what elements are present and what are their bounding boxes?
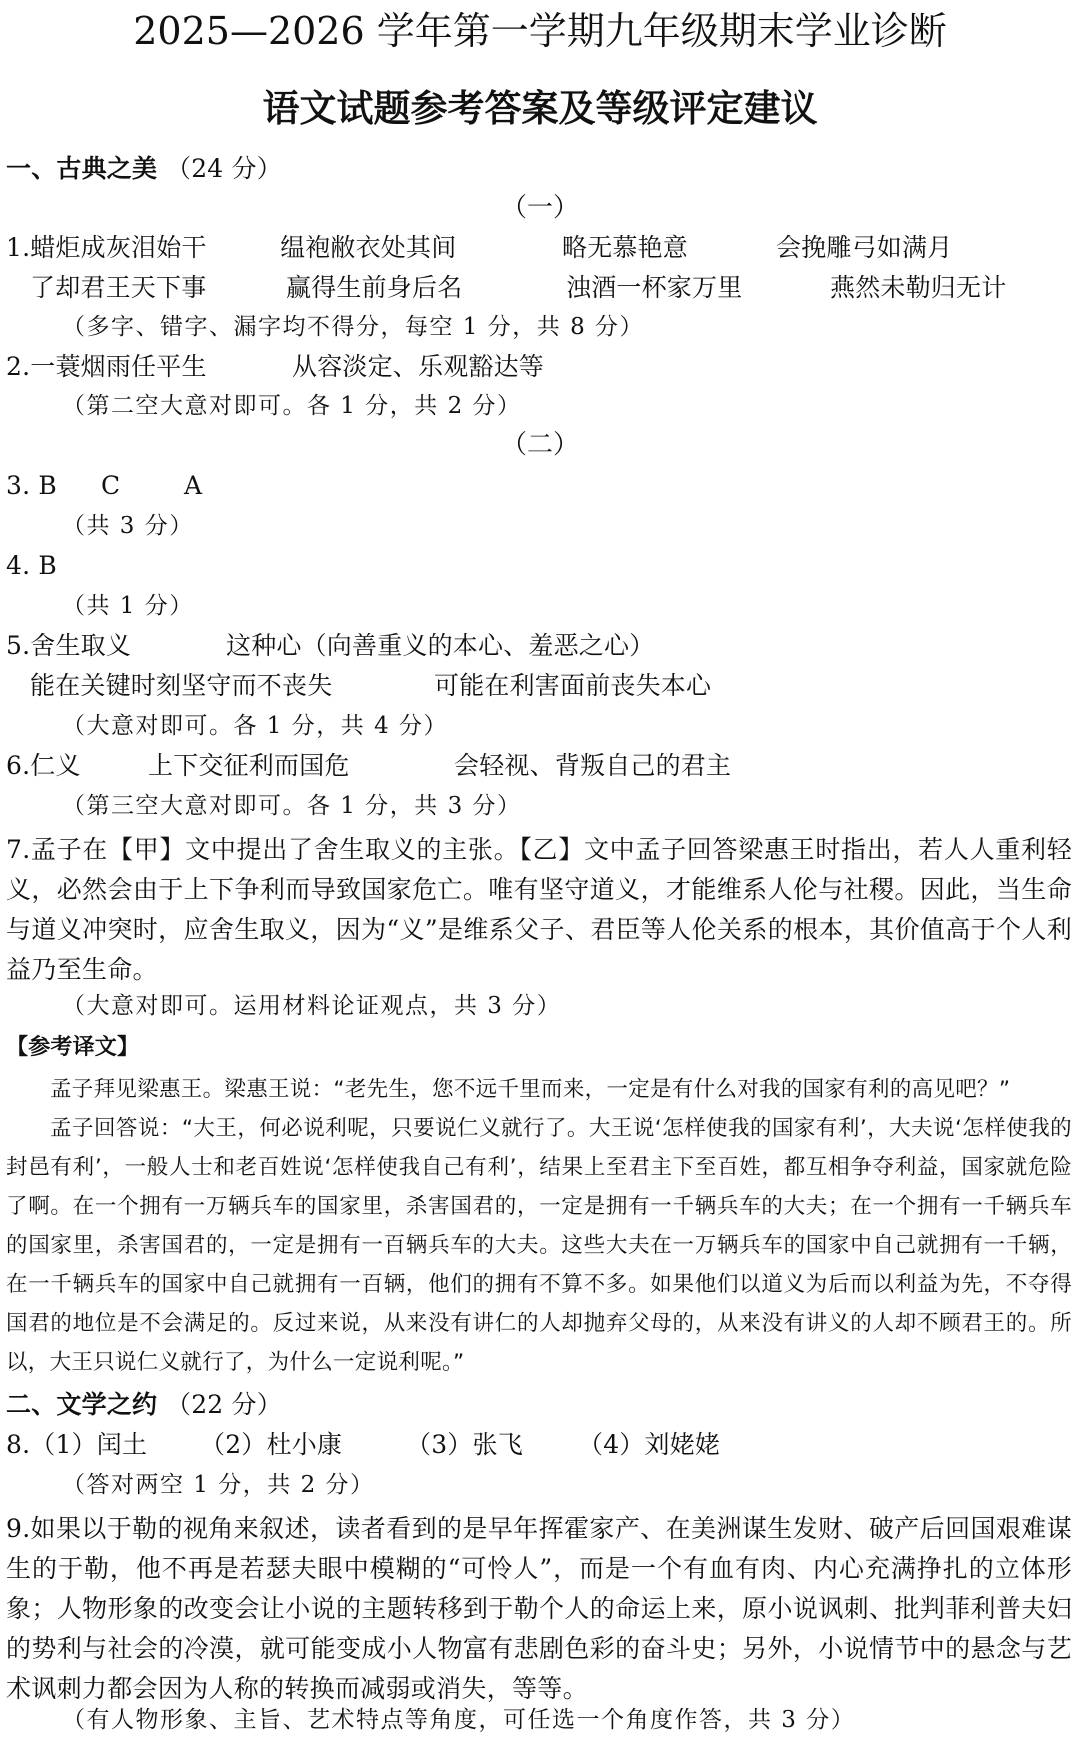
- q8-answer: （4）刘姥姥: [578, 1430, 721, 1459]
- section-2-score: （22 分）: [166, 1390, 282, 1419]
- translation-paragraph-1: 孟子拜见梁惠王。梁惠王说：“老先生，您不远千里而来，一定是有什么对我的国家有利的高见吧？”: [50, 1077, 1011, 1102]
- q9-scoring-note: （有人物形象、主旨、艺术特点等角度，可任选一个角度作答，共 3 分）: [62, 1707, 856, 1733]
- q5-answer: 5.舍生取义: [6, 631, 132, 660]
- part-2-heading: （二）: [500, 430, 579, 460]
- q1-answer: 浊酒一杯家万里: [566, 273, 743, 302]
- q6-answer: 6.仁义: [6, 751, 81, 780]
- q3-answer: 3. B: [6, 471, 57, 500]
- q7-scoring-note: （大意对即可。运用材料论证观点，共 3 分）: [62, 993, 562, 1019]
- q1-answer: 略无慕艳意: [562, 233, 689, 262]
- q8-scoring-note: （答对两空 1 分，共 2 分）: [62, 1472, 375, 1498]
- q3-answer: A: [184, 471, 203, 500]
- translation-paragraph-2: 孟子回答说：“大王，何必说利呢，只要说仁义就行了。大王说‘怎样使我的国家有利’，大夫说‘怎样使我的封邑有利’，一般人士和老百姓说‘怎样使我自己有利’，结果上至君主下至百姓，都互相争夺利益，国家就危险了啊。在一个拥有一万辆兵车的国家里，杀害国君的，一定是拥有一千辆兵车的大夫；在一个拥有一千辆兵车的国家里，杀害国君的，一定是拥有一百辆兵车的大夫。这些大夫在一万辆兵车的国家中自己就拥有一千辆，在一千辆兵车的国家中自己就拥有一百辆，他们的拥有不算不多。如果他们以道义为后而以利益为先，不夺得国君的地位是不会满足的。反过来说，从来没有讲仁的人却抛弃父母的，从来没有讲义的人却不顾君王的。所以，大王只说仁义就行了，为什么一定说利呢。”: [6, 1116, 1072, 1375]
- q8-answer: （2）杜小康: [200, 1430, 343, 1459]
- q1-answer: 1.蜡炬成灰泪始干: [6, 233, 207, 262]
- q6-scoring-note: （第三空大意对即可。各 1 分，共 3 分）: [62, 793, 522, 819]
- q8-answer: 8.（1）闰土: [6, 1430, 148, 1459]
- part-1-heading: （一）: [500, 193, 579, 223]
- q3-answer: C: [101, 471, 121, 500]
- q1-answer: 燕然未勒归无计: [830, 273, 1007, 302]
- section-1-score: （24 分）: [166, 154, 282, 183]
- q4-answer: 4. B: [6, 551, 57, 580]
- q3-scoring-note: （共 3 分）: [62, 513, 194, 539]
- q5-answer: 能在关键时刻坚守而不丧失: [30, 671, 333, 700]
- q2-scoring-note: （第二空大意对即可。各 1 分，共 2 分）: [62, 393, 522, 419]
- section-2-title: 二、文学之约: [6, 1390, 158, 1419]
- q1-scoring-note: （多字、错字、漏字均不得分，每空 1 分，共 8 分）: [62, 314, 645, 340]
- answer-key-title: 语文试题参考答案及等级评定建议: [262, 87, 818, 130]
- q6-answer: 会轻视、背叛自己的君主: [454, 751, 732, 780]
- translation-heading: 【参考译文】: [6, 1035, 140, 1060]
- q9-answer: 9.如果以于勒的视角来叙述，读者看到的是早年挥霍家产、在美洲谋生发财、破产后回国艰难谋生的于勒，他不再是若瑟夫眼中模糊的“可怜人”，而是一个有血有肉、内心充满挣扎的立体形象；人物形象的改变会让小说的主题转移到于勒个人的命运上来，原小说讽刺、批判菲利普夫妇的势利与社会的冷漠，就可能变成小人物富有悲剧色彩的奋斗史；另外，小说情节中的悬念与艺术讽刺力都会因为人称的转换而减弱或消失，等等。: [6, 1514, 1072, 1703]
- q5-scoring-note: （大意对即可。各 1 分，共 4 分）: [62, 713, 449, 739]
- q7-answer: 7.孟子在【甲】文中提出了舍生取义的主张。【乙】文中孟子回答梁惠王时指出，若人人重利轻义，必然会由于上下争利而导致国家危亡。唯有坚守道义，才能维系人伦与社稷。因此，当生命与道义冲突时，应舍生取义，因为“义”是维系父子、君臣等人伦关系的根本，其价值高于个人利益乃至生命。: [6, 835, 1072, 984]
- q8-answer: （3）张飞: [406, 1430, 523, 1459]
- q5-answer: 可能在利害面前丧失本心: [434, 671, 712, 700]
- exam-title: 2025—2026 学年第一学期九年级期末学业诊断: [133, 9, 947, 53]
- q4-scoring-note: （共 1 分）: [62, 593, 194, 619]
- q2-answer: 从容淡定、乐观豁达等: [292, 352, 545, 381]
- q1-answer: 赢得生前身后名: [286, 273, 463, 302]
- q1-answer: 了却君王天下事: [30, 273, 207, 302]
- q6-answer: 上下交征利而国危: [148, 751, 350, 780]
- q1-answer: 会挽雕弓如满月: [776, 233, 953, 262]
- q1-answer: 缊袍敝衣处其间: [280, 233, 457, 262]
- section-1-title: 一、古典之美: [6, 154, 158, 183]
- q2-answer: 2.一蓑烟雨任平生: [6, 352, 207, 381]
- q5-answer: 这种心（向善重义的本心、羞恶之心）: [226, 631, 655, 660]
